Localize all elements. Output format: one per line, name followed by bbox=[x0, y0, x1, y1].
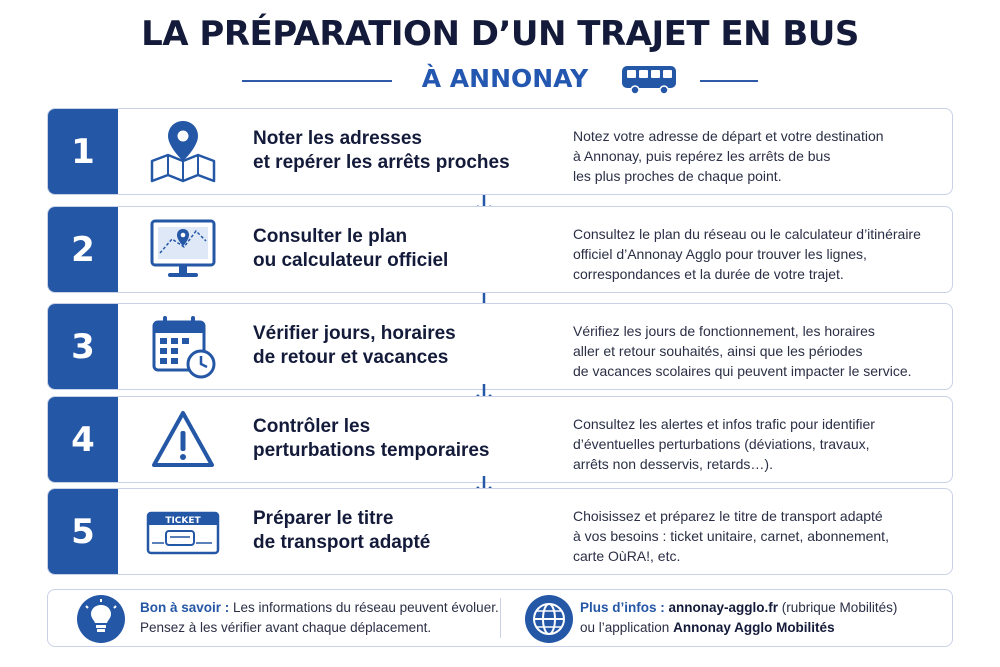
lightbulb-icon bbox=[76, 594, 126, 644]
step-heading: Contrôler les perturbations temporaires bbox=[253, 416, 490, 461]
ticket-icon bbox=[146, 499, 220, 565]
divider-line bbox=[700, 80, 758, 82]
step-heading: Préparer le titre de transport adapté bbox=[253, 508, 431, 553]
step-card-2 bbox=[47, 206, 953, 293]
step-description: Notez votre adresse de départ et votre destination à Annonay, puis repérez les arrêts de bus les plus proches de chaque point. bbox=[573, 128, 884, 184]
step-heading: Vérifier jours, horaires de retour et vacances bbox=[253, 323, 456, 368]
website-link[interactable]: annonay-agglo.fr bbox=[664, 600, 779, 615]
svg-text:TICKET: TICKET bbox=[165, 516, 201, 526]
step-number: 1 bbox=[48, 109, 118, 194]
step-card-3 bbox=[47, 303, 953, 390]
calendar-clock-icon bbox=[146, 314, 220, 380]
app-name: Annonay Agglo Mobilités bbox=[673, 620, 835, 635]
map-pin-icon bbox=[146, 119, 220, 185]
info-footer bbox=[47, 589, 953, 647]
subtitle-row bbox=[0, 62, 1000, 98]
step-number: 4 bbox=[48, 397, 118, 482]
warning-icon bbox=[146, 407, 220, 473]
step-card-5 bbox=[47, 488, 953, 575]
monitor-map-icon bbox=[146, 217, 220, 283]
step-heading: Noter les adresses et repérer les arrêts proches bbox=[253, 128, 510, 173]
step-number: 3 bbox=[48, 304, 118, 389]
page-title: LA PRÉPARATION D’UN TRAJET EN BUS bbox=[141, 14, 859, 54]
globe-icon bbox=[524, 594, 574, 644]
tip-text: Bon à savoir : Les informations du réseau peuvent évoluer. Pensez à les vérifier avant chaque déplacement. bbox=[140, 600, 499, 635]
step-description: Consultez les alertes et infos trafic pour identifier d’éventuelles perturbations (déviations, travaux, arrêts non desservis, retards…). bbox=[573, 416, 875, 472]
bus-icon bbox=[620, 64, 680, 96]
step-heading: Consulter le plan ou calculateur officiel bbox=[253, 226, 449, 271]
step-number: 2 bbox=[48, 207, 118, 292]
step-description: Vérifiez les jours de fonctionnement, les horaires aller et retour souhaités, ainsi que les périodes de vacances scolaires qui peuvent impacter le service. bbox=[573, 323, 912, 379]
step-description: Choisissez et préparez le titre de transport adapté à vos besoins : ticket unitaire, carnet, abonnement, carte OùRA!, etc. bbox=[573, 508, 889, 564]
divider-line bbox=[242, 80, 392, 82]
more-info-text: Plus d’infos : annonay-agglo.fr (rubrique Mobilités) ou l’application Annonay Agglo Mobilités bbox=[580, 600, 898, 635]
page-subtitle: À ANNONAY bbox=[421, 64, 589, 93]
step-number: 5 bbox=[48, 489, 118, 574]
step-card-1 bbox=[47, 108, 953, 195]
step-description: Consultez le plan du réseau ou le calculateur d’itinéraire officiel d’Annonay Agglo pour trouver les lignes, correspondances et la durée de votre trajet. bbox=[573, 226, 921, 282]
divider bbox=[500, 598, 501, 638]
step-card-4 bbox=[47, 396, 953, 483]
